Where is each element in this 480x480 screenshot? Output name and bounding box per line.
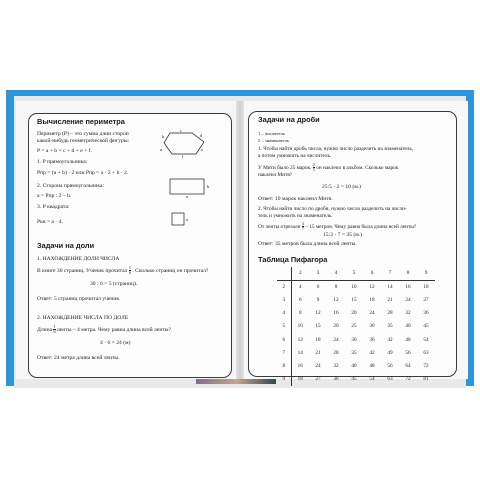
pythagoras-header-cell: 9 [417, 267, 435, 280]
side-formula: a = Pпр : 2 – b. [37, 193, 72, 199]
denominator-note: 5 – знаменатель [258, 138, 289, 143]
pythagoras-cell: 54 [423, 336, 429, 343]
pythagoras-row-header: 4 [277, 307, 291, 320]
rectangle-label: 1. Р прямоугольника: [37, 159, 88, 165]
rectangle-figure [166, 176, 214, 198]
pythagoras-cell: 30 [369, 323, 375, 330]
pythagoras-cell: 28 [333, 349, 339, 356]
pythagoras-row-header: 9 [277, 373, 291, 386]
pythagoras-cell: 16 [405, 284, 411, 291]
rule2-line1: 2. Чтобы найти число по дроби, нужно число разделить на числи- [258, 206, 407, 212]
perimeter-definition-1: Периметр (Р) – это сумма длин сторон [37, 131, 129, 137]
pythagoras-cell: 18 [315, 336, 321, 343]
rect-label-b: b [207, 184, 210, 189]
pythagoras-cell: 14 [387, 284, 393, 291]
hex-label-f: f [182, 154, 184, 158]
pythagoras-cell: 36 [423, 310, 429, 317]
pythagoras-cell: 32 [333, 362, 339, 369]
fraction-1-6: $\frac{1}{6}$ [128, 265, 131, 276]
side-label: 2. Сторона прямоугольника: [37, 183, 105, 189]
pythagoras-cell: 32 [405, 310, 411, 317]
pythagoras-cell: 20 [333, 323, 339, 330]
book-spine [236, 101, 244, 379]
shares-part2-answer: Ответ: 24 метра длина всей ленты. [37, 355, 120, 361]
pythagoras-row-header: 2 [277, 280, 291, 293]
pythagoras-cell: 45 [351, 376, 357, 383]
pythagoras-cell: 54 [369, 376, 375, 383]
pythagoras-cell: 6 [298, 296, 302, 303]
rule2-line2: тель и умножить на знаменатель. [258, 213, 333, 219]
task1-calc: 25:5 · 2 = 10 (м.) [322, 184, 362, 190]
pythagoras-cell: 48 [369, 362, 375, 369]
pythagoras-cell: 8 [334, 284, 338, 291]
perimeter-title: Вычисление периметра [37, 117, 125, 126]
pythagoras-cell: 36 [333, 376, 339, 383]
pythagoras-header-row [277, 267, 435, 280]
task2-calc: 15:3 · 7 = 35 (м.) [323, 232, 363, 238]
pythagoras-cell: 15 [351, 296, 357, 303]
pythagoras-header-cell: 6 [363, 267, 381, 280]
pythagoras-cell: 18 [423, 284, 429, 291]
pythagoras-header-cell: 2 [291, 267, 309, 280]
shares-part1-heading: 1. НАХОЖДЕНИЕ ДОЛИ ЧИСЛА [37, 256, 120, 262]
numerator-note: 1 – числитель [258, 131, 285, 136]
pythagoras-header-cell [277, 267, 291, 280]
pythagoras-cell: 10 [351, 284, 357, 291]
task1-line2: наклеил Митя? [258, 172, 293, 178]
pythagoras-row [277, 307, 435, 320]
pythagoras-cell: 15 [315, 323, 321, 330]
pythagoras-header-cell: 7 [381, 267, 399, 280]
pythagoras-row-header: 3 [277, 293, 291, 306]
pythagoras-cell: 56 [387, 362, 393, 369]
pythagoras-cell: 21 [387, 296, 393, 303]
pythagoras-cell: 20 [351, 310, 357, 317]
pythagoras-header-cell: 4 [327, 267, 345, 280]
shares-part1-answer: Ответ: 5 страниц прочитал ученик. [37, 296, 121, 302]
pythagoras-row-header: 5 [277, 320, 291, 333]
pythagoras-row [277, 293, 435, 306]
pythagoras-cell: 24 [333, 336, 339, 343]
pythagoras-row [277, 280, 435, 293]
pythagoras-cell: 48 [405, 336, 411, 343]
square-formula: Pкв = a · 4. [37, 219, 63, 225]
pythagoras-cell: 30 [351, 336, 357, 343]
pythagoras-cell: 40 [405, 323, 411, 330]
hexagon-figure [160, 128, 220, 158]
shares-part1-task: В книге 30 страниц. Ученик прочитал $\frac{1}{6}$ . Сколько страниц он прочитал? [37, 265, 209, 276]
shares-part2-task: Длина $\frac{1}{6}$ ленты – 4 метра. Чему равна длина всей ленты? [37, 324, 171, 335]
pythagoras-cell: 35 [387, 323, 393, 330]
rectangle-formula: Pпр = (a + b) · 2 или Pпр = a · 2 + b · 2. [37, 170, 129, 176]
fractions-title: Задачи на дроби [258, 115, 320, 124]
shares-part2-heading: 2. НАХОЖДЕНИЕ ЧИСЛА ПО ДОЛЕ [37, 315, 129, 321]
pythagoras-cell: 24 [405, 296, 411, 303]
task1-answer: Ответ: 10 марок наклеил Митя. [258, 196, 333, 202]
pythagoras-row [277, 359, 435, 372]
pythagoras-cell: 10 [297, 323, 303, 330]
pythagoras-cell: 56 [405, 349, 411, 356]
pythagoras-row [277, 333, 435, 346]
pythagoras-row [277, 346, 435, 359]
pythagoras-cell: 24 [315, 362, 321, 369]
pythagoras-header-cell: 3 [309, 267, 327, 280]
pythagoras-cell: 28 [387, 310, 393, 317]
rule1-line2: а потом умножить на числитель. [258, 153, 332, 159]
pythagoras-cell: 25 [351, 323, 357, 330]
pythagoras-cell: 63 [423, 349, 429, 356]
pythagoras-cell: 18 [297, 376, 303, 383]
pythagoras-cell: 63 [387, 376, 393, 383]
pythagoras-cell: 16 [333, 310, 339, 317]
shares-part1-calc: 30 : 6 = 5 (страниц). [90, 281, 138, 287]
pythagoras-cell: 9 [316, 296, 320, 303]
pythagoras-cell: 12 [333, 296, 339, 303]
pythagoras-cell: 45 [423, 323, 429, 330]
pythagoras-cell: 27 [423, 296, 429, 303]
pythagoras-cell: 36 [369, 336, 375, 343]
pythagoras-cell: 64 [405, 362, 411, 369]
pythagoras-title: Таблица Пифагора [258, 255, 328, 264]
rule1-line1: 1. Чтобы найти дробь числа, нужно число разделить на знаменатель, [258, 146, 414, 152]
pythagoras-cell: 6 [316, 284, 320, 291]
pythagoras-cell: 24 [369, 310, 375, 317]
hex-label-a: a [160, 147, 162, 152]
pythagoras-cell: 18 [369, 296, 375, 303]
perimeter-formula: P = a + b + c + d + e + f. [37, 148, 92, 154]
pythagoras-cell: 8 [298, 310, 302, 317]
pythagoras-row [277, 320, 435, 333]
pythagoras-cell: 14 [297, 349, 303, 356]
pythagoras-cell: 72 [405, 376, 411, 383]
fraction-3-7: $\frac{3}{7}$ [301, 221, 304, 232]
pythagoras-cell: 81 [423, 376, 429, 383]
shares-title: Задачи на доли [37, 241, 95, 250]
shares-part2-calc: 4 · 6 = 24 (м) [100, 340, 131, 346]
pythagoras-cell: 12 [369, 284, 375, 291]
fraction-1-6-b: $\frac{1}{6}$ [53, 324, 56, 335]
square-label: 3. Р квадрата: [37, 204, 70, 210]
pythagoras-header-cell: 5 [345, 267, 363, 280]
pythagoras-cell: 35 [351, 349, 357, 356]
pythagoras-cell: 21 [315, 349, 321, 356]
pythagoras-cell: 4 [298, 284, 302, 291]
perimeter-definition-2: какой-нибудь геометрической фигуры: [37, 138, 130, 144]
pythagoras-cell: 72 [423, 362, 429, 369]
pythagoras-cell: 16 [297, 362, 303, 369]
pythagoras-row [277, 373, 435, 386]
pythagoras-row-header: 8 [277, 359, 291, 372]
hex-label-b: b [162, 134, 165, 139]
task2-answer: Ответ: 35 метров была длина всей ленты. [258, 241, 357, 247]
fraction-2-5: $\frac{2}{5}$ [312, 162, 315, 173]
pythagoras-row-header: 7 [277, 346, 291, 359]
hex-label-d: d [200, 133, 203, 138]
rect-label-a: a [186, 194, 188, 198]
pythagoras-cell: 12 [297, 336, 303, 343]
pythagoras-cell: 42 [387, 336, 393, 343]
hex-label-c: c [180, 128, 182, 133]
pythagoras-table [277, 267, 435, 386]
hex-label-e: e [201, 147, 203, 152]
square-figure [168, 210, 192, 232]
pythagoras-cell: 42 [369, 349, 375, 356]
pythagoras-cell: 49 [387, 349, 393, 356]
pythagoras-header-cell: 8 [399, 267, 417, 280]
pythagoras-cell: 40 [351, 362, 357, 369]
pythagoras-row-header: 6 [277, 333, 291, 346]
task2-line: От ленты отрезали $\frac{3}{7}$ – 15 метров. Чему равна была длина всей ленты? [258, 221, 417, 232]
pythagoras-cell: 27 [315, 376, 321, 383]
pythagoras-cell: 12 [315, 310, 321, 317]
square-label-a: a [186, 217, 188, 222]
task1-line1: У Мити было 25 марок. $\frac{2}{5}$ он наклеил в альбом. Сколько марок [258, 162, 399, 173]
